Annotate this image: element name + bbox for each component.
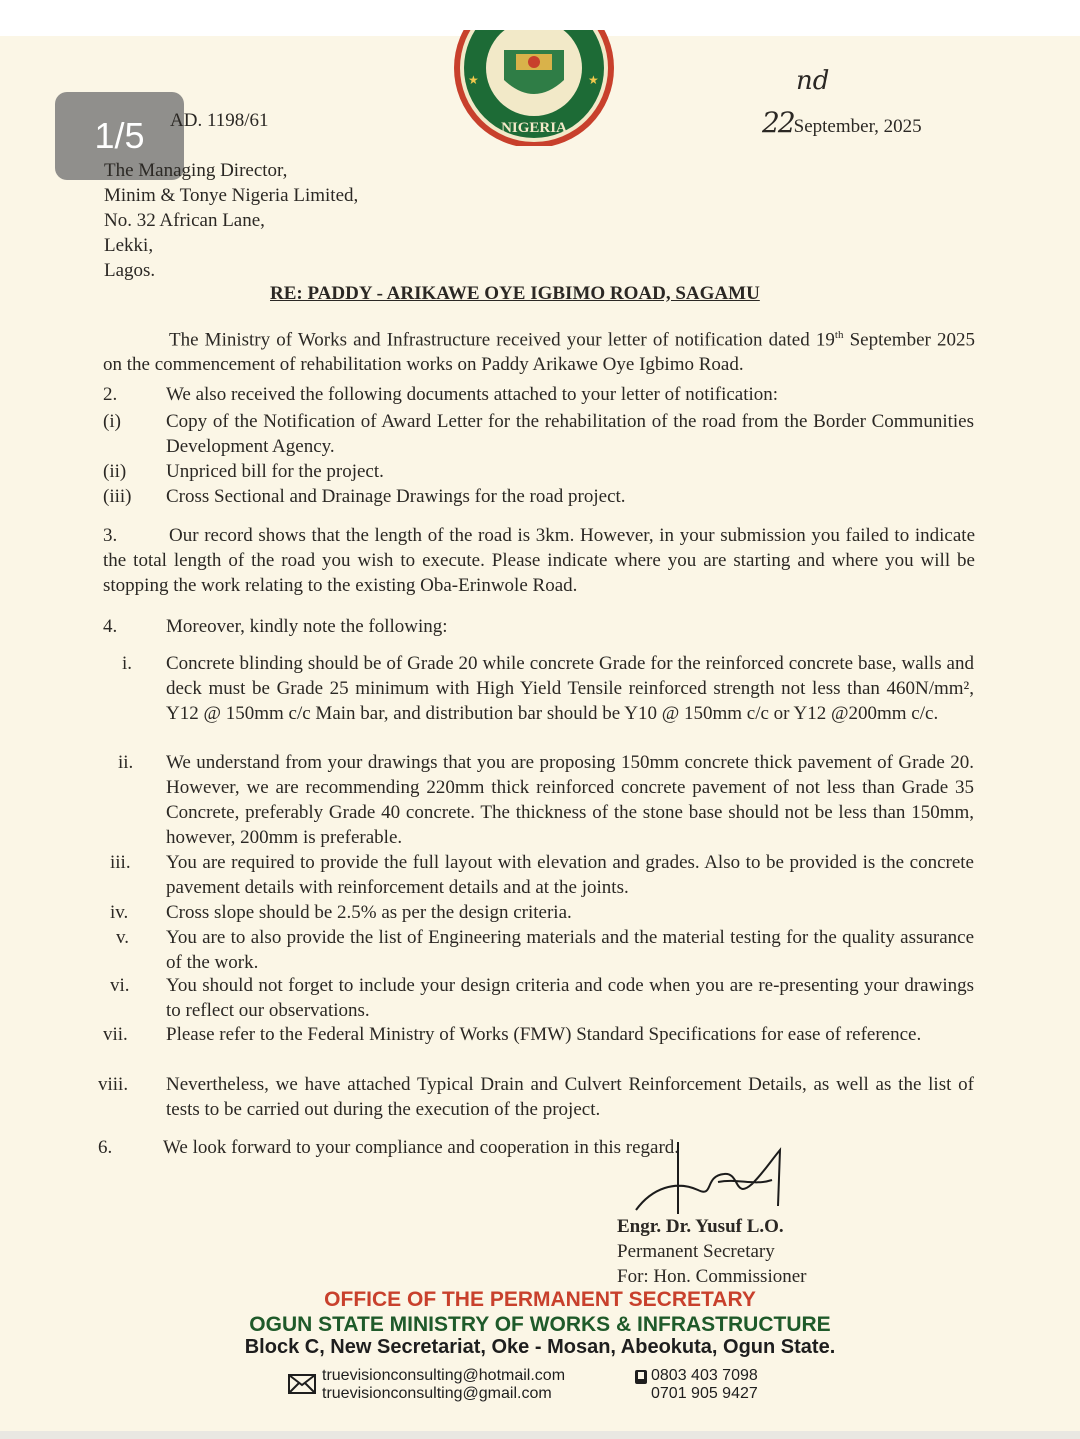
addressee-line: No. 32 African Lane, (104, 210, 265, 231)
page-indicator: 1/5 (55, 92, 184, 180)
note-text: You should not forget to include your design criteria and code when you are re-presenting your drawings to reflect our observations. (166, 975, 974, 1021)
note-number: v. (116, 927, 130, 948)
note-number: iii. (110, 852, 131, 873)
svg-text:★: ★ (588, 73, 599, 87)
note-number: viii. (98, 1074, 129, 1095)
paragraph-number: 4. (103, 616, 118, 637)
paragraph-1-text-a: The Ministry of Works and Infrastructure received your letter of notification dated 19 (169, 329, 835, 351)
footer-ministry: OGUN STATE MINISTRY OF WORKS & INFRASTRUCTURE (249, 1313, 831, 1336)
paragraph-number: 6. (98, 1137, 113, 1158)
footer-email-2: truevisionconsulting@gmail.com (322, 1385, 552, 1402)
note-text: Please refer to the Federal Ministry of Works (FMW) Standard Specifications for ease of reference. (166, 1024, 922, 1045)
note-number: ii. (118, 752, 134, 773)
paragraph-1-sup: th (834, 329, 844, 341)
paragraph-number: 2. (103, 384, 118, 405)
reference-number: AD. 1198/61 (170, 110, 269, 131)
note-text: Nevertheless, we have attached Typical Drain and Culvert Reinforcement Details, as well as the list of tests to be carried out during the execution of the project. (166, 1074, 974, 1120)
doc-item-text: Copy of the Notification of Award Letter for the rehabilitation of the road from the Border Communities Development Agency. (166, 411, 974, 457)
note-text: Concrete blinding should be of Grade 20 while concrete Grade for the reinforced concrete base, walls and deck must be Grade 25 minimum with High Yield Tensile reinforced strength not less than 460N/mm², Y12 @ 150mm c/c Main bar, and distribution bar should be Y10 @ 150mm c/c or Y12 @200mm c/c. (166, 653, 974, 724)
letter-date (762, 106, 922, 139)
footer-email-1: truevisionconsulting@hotmail.com (322, 1367, 566, 1384)
note-text: You are to also provide the list of Engineering materials and the material testing for the quality assurance of the work. (166, 927, 974, 973)
note-text: We understand from your drawings that you are proposing 150mm concrete thick pavement of Grade 20. However, we are recommending 220mm thick reinforced concrete pavement of not less than Grade 35 Concrete, preferably Grade 40 concrete. The thickness of the stone base should not be less than 150mm, however, 200mm is preferable. (166, 752, 974, 848)
footer-phone-1: 0803 403 7098 (651, 1367, 758, 1384)
footer-office: OFFICE OF THE PERMANENT SECRETARY (324, 1288, 756, 1311)
paragraph-4: Moreover, kindly note the following: (166, 616, 448, 637)
note-number: iv. (110, 902, 129, 923)
date-suffix: nd (796, 66, 830, 96)
paragraph-2: We also received the following documents attached to your letter of notification: (166, 384, 779, 405)
note-text: You are required to provide the full layout with elevation and grades. Also to be provided is the concrete pavement details with reinforcement details and at the joints. (166, 852, 974, 898)
footer-phone-2: 0701 905 9427 (651, 1385, 758, 1402)
paragraph-3-text: Our record shows that the length of the road is 3km. However, in your submission you failed to indicate the total length of the road you wish to execute. Please indicate where you are starting and where you will be stopping the work relating to the existing Oba-Erinwole Road. (103, 525, 975, 596)
paragraph-1-text-b: September 2025 on the commencement of rehabilitation works on Paddy Arikawe Oye Igbimo Road. (103, 329, 975, 376)
doc-item-text: Cross Sectional and Drainage Drawings for the road project. (166, 486, 626, 507)
paragraph-3 (103, 523, 975, 598)
note-number: i. (122, 653, 133, 674)
doc-item-number: (ii) (103, 461, 127, 482)
doc-item-number: (iii) (103, 486, 132, 507)
date-day: 22 (762, 106, 794, 139)
signatory-title: Permanent Secretary (617, 1241, 775, 1262)
ogun-state-seal (452, 30, 616, 146)
doc-item-number: (i) (103, 411, 121, 432)
paragraph-1 (103, 323, 975, 377)
svg-text:★: ★ (468, 73, 479, 87)
addressee-line: Lagos. (104, 260, 156, 281)
doc-item-text: Unpriced bill for the project. (166, 461, 384, 482)
note-number: vii. (103, 1024, 128, 1045)
paragraph-number: 3. (103, 525, 118, 546)
addressee-line: The Managing Director, (104, 160, 288, 181)
footer-address: Block C, New Secretariat, Oke - Mosan, Abeokuta, Ogun State. (244, 1336, 836, 1358)
signatory-for: For: Hon. Commissioner (617, 1266, 807, 1287)
paragraph-6: We look forward to your compliance and cooperation in this regard. (163, 1137, 680, 1158)
phone-icon (634, 1369, 648, 1385)
note-text: Cross slope should be 2.5% as per the design criteria. (166, 902, 572, 923)
addressee-line: Lekki, (104, 235, 154, 256)
signature-mark (622, 1140, 792, 1220)
page-bottom-edge (0, 1431, 1080, 1439)
envelope-icon (288, 1374, 316, 1394)
addressee-line: Minim & Tonye Nigeria Limited, (104, 185, 359, 206)
letter-subject: RE: PADDY - ARIKAWE OYE IGBIMO ROAD, SAGAMU (270, 283, 760, 304)
signatory-name: Engr. Dr. Yusuf L.O. (617, 1216, 784, 1237)
seal-text: NIGERIA (501, 120, 567, 136)
letter-page (0, 36, 1080, 1431)
date-rest: September, 2025 (793, 116, 922, 137)
note-number: vi. (110, 975, 130, 996)
